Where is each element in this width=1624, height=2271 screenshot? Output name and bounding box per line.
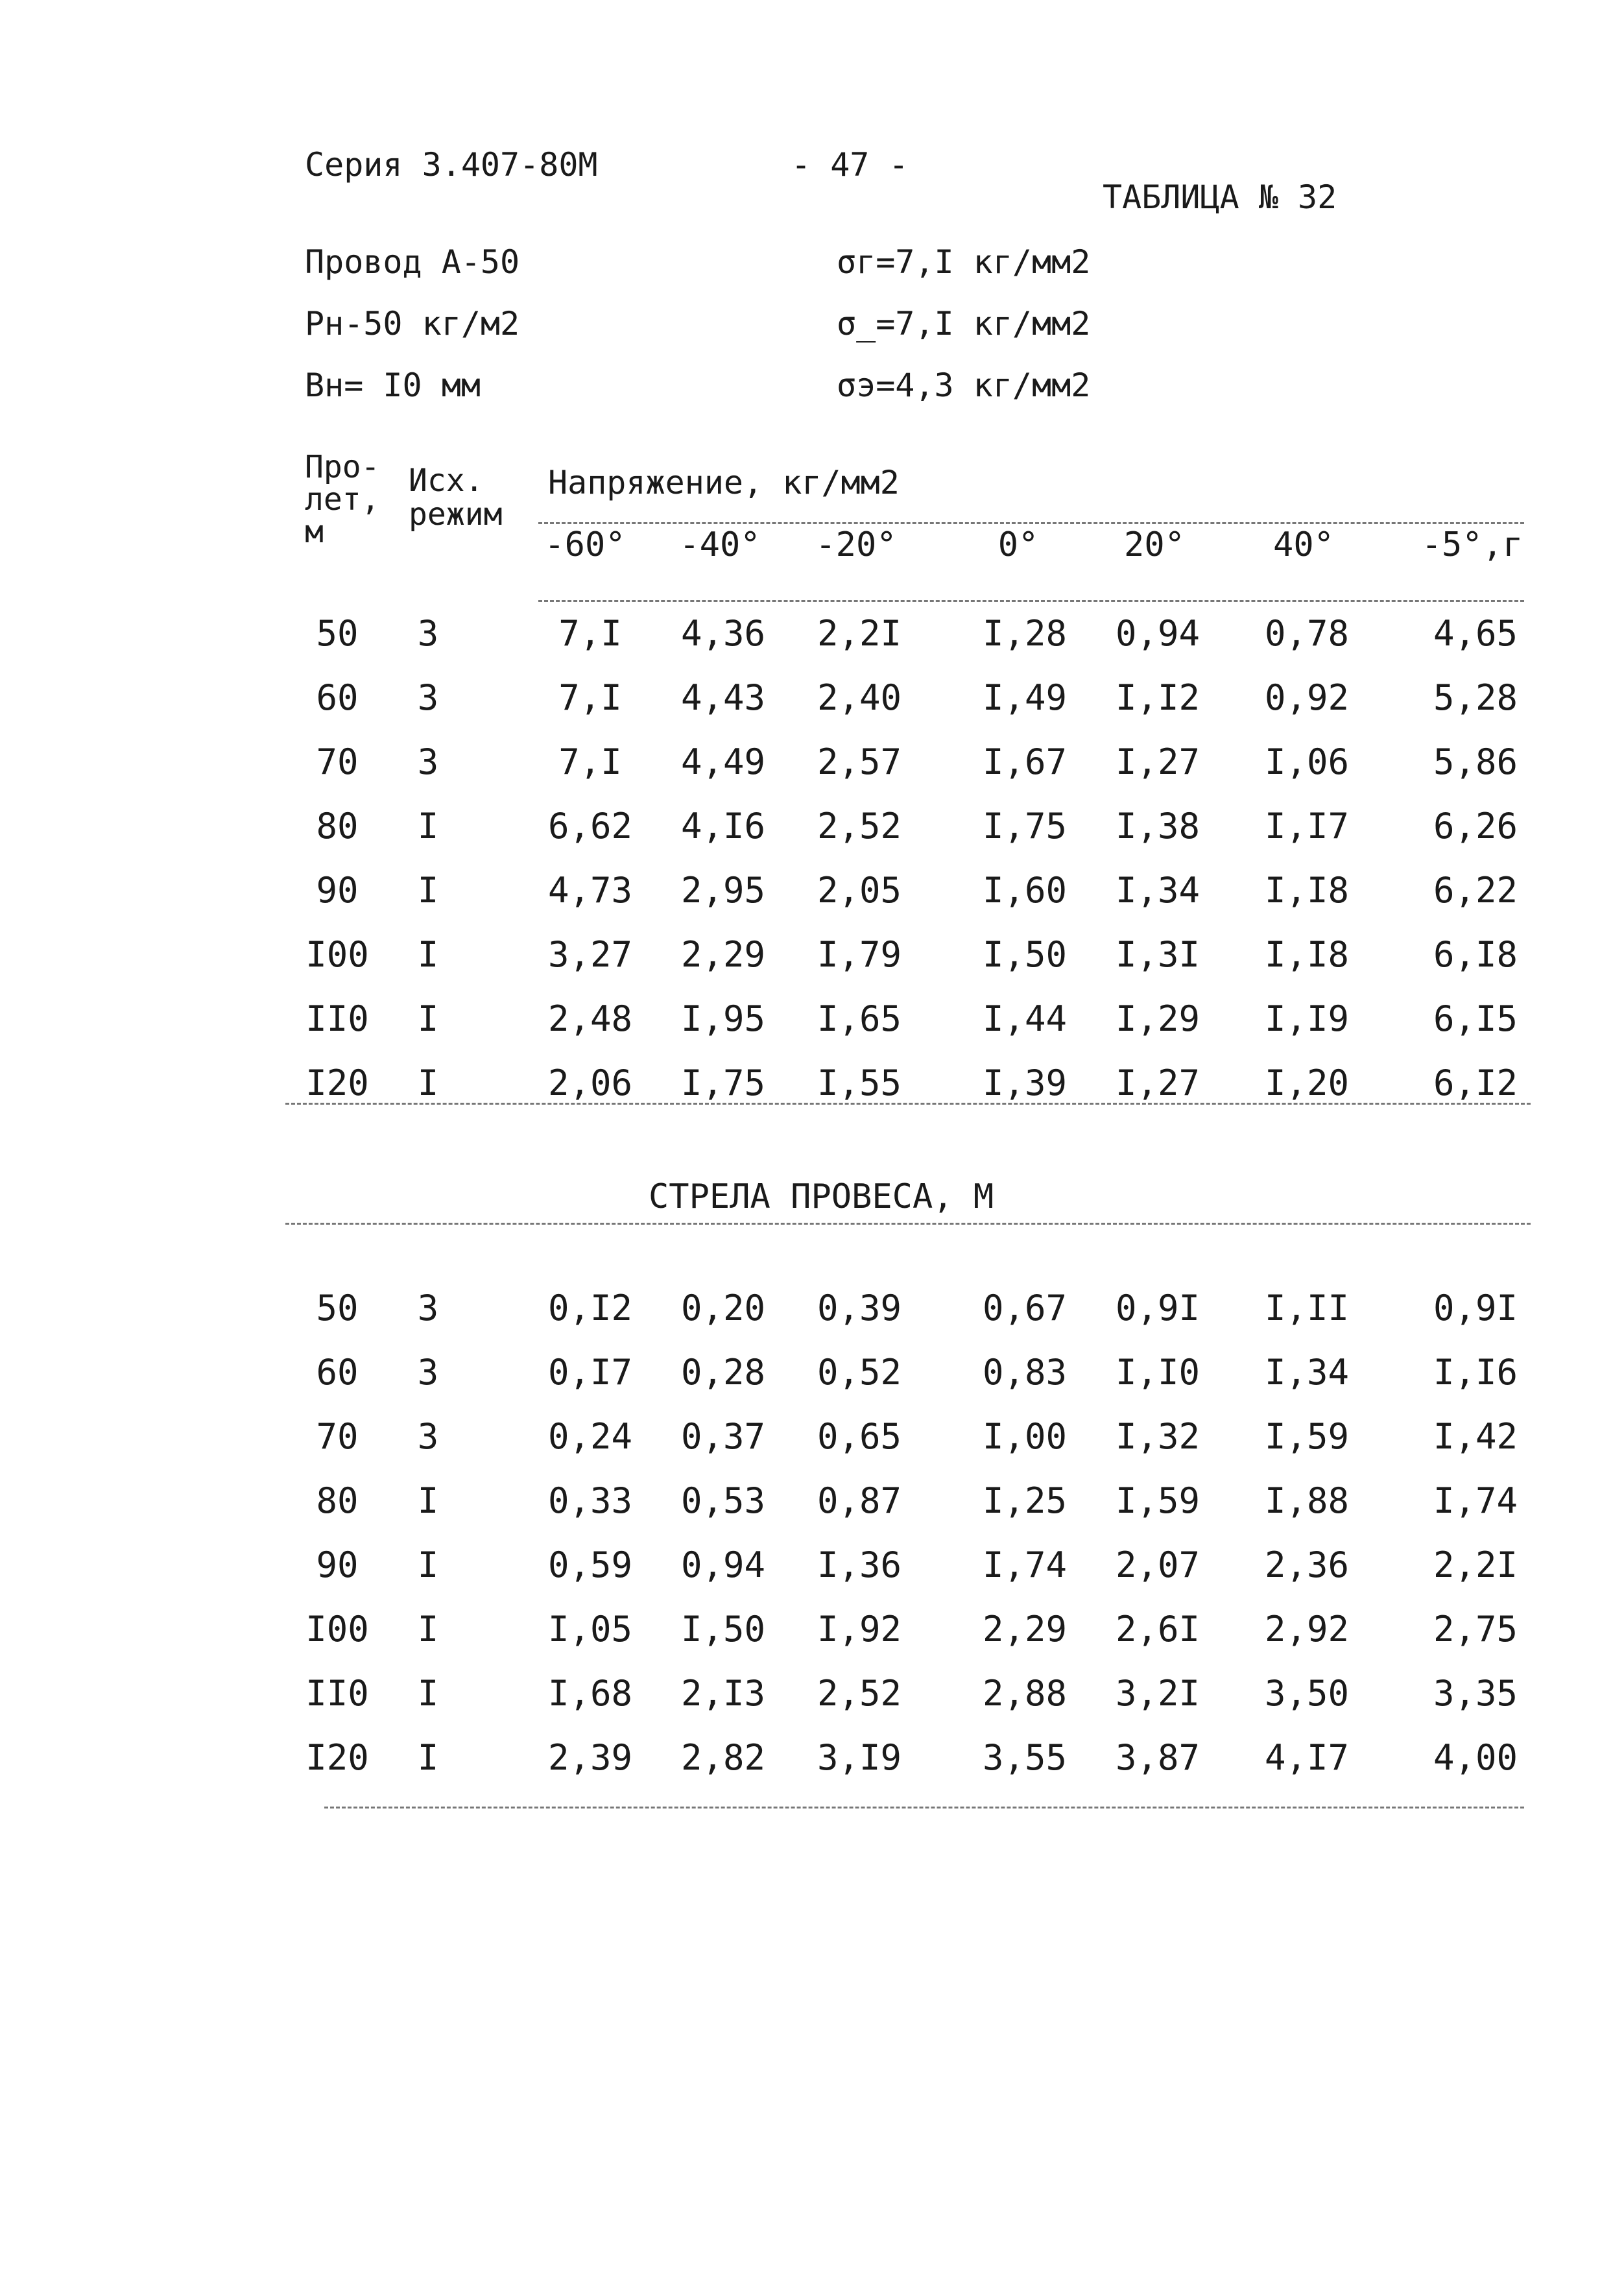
sag-title-rule: [285, 1223, 1531, 1225]
param-stress-op: σэ=4,3 кг/мм2: [837, 366, 1091, 404]
col-temp-minus5-ice: -5°,г: [1421, 525, 1523, 564]
stress-mode-4: I: [417, 870, 439, 911]
stress-cell-4-6: 6,22: [1433, 870, 1518, 911]
stress-cell-5-4: I,3I: [1115, 934, 1200, 975]
stress-cell-7-4: I,27: [1115, 1063, 1200, 1103]
sag-cell-3-2: 0,87: [817, 1480, 902, 1521]
header-divider: [538, 522, 1524, 524]
sag-cell-0-1: 0,20: [680, 1288, 766, 1328]
sag-cell-5-4: 2,6I: [1115, 1609, 1200, 1650]
sag-cell-6-6: 3,35: [1433, 1673, 1518, 1714]
stress-cell-5-6: 6,I8: [1433, 934, 1518, 975]
stress-cell-0-5: 0,78: [1264, 613, 1350, 654]
sag-cell-0-2: 0,39: [817, 1288, 902, 1328]
sag-mode-5: I: [417, 1609, 439, 1650]
stress-cell-5-3: I,50: [982, 934, 1068, 975]
stress-span-6: II0: [305, 998, 369, 1039]
param-wind-pressure: Рн-50 кг/м2: [305, 305, 520, 342]
sag-cell-7-3: 3,55: [982, 1737, 1068, 1778]
sag-cell-2-3: I,00: [982, 1416, 1068, 1457]
stress-cell-2-3: I,67: [982, 741, 1068, 782]
sag-cell-6-1: 2,I3: [680, 1673, 766, 1714]
sag-cell-4-6: 2,2I: [1433, 1544, 1518, 1585]
stress-span-3: 80: [316, 806, 359, 847]
sag-cell-5-6: 2,75: [1433, 1609, 1518, 1650]
sag-cell-7-1: 2,82: [680, 1737, 766, 1778]
param-wire: Провод А-50: [305, 243, 520, 281]
stress-cell-2-6: 5,86: [1433, 741, 1518, 782]
stress-cell-0-1: 4,36: [680, 613, 766, 654]
stress-mode-3: I: [417, 806, 439, 847]
sag-span-2: 70: [316, 1416, 359, 1457]
sag-title: СТРЕЛА ПРОВЕСА, М: [649, 1177, 994, 1216]
sag-cell-7-5: 4,I7: [1264, 1737, 1350, 1778]
sag-mode-7: I: [417, 1737, 439, 1778]
sag-cell-3-0: 0,33: [547, 1480, 633, 1521]
sag-cell-4-2: I,36: [817, 1544, 902, 1585]
param-stress-ice: σг=7,I кг/мм2: [837, 243, 1091, 281]
stress-cell-5-5: I,I8: [1264, 934, 1350, 975]
col-temp-minus40: -40°: [679, 525, 761, 564]
sag-mode-6: I: [417, 1673, 439, 1714]
sag-mode-1: 3: [417, 1352, 439, 1393]
stress-cell-4-5: I,I8: [1264, 870, 1350, 911]
stress-cell-0-6: 4,65: [1433, 613, 1518, 654]
sag-cell-5-2: I,92: [817, 1609, 902, 1650]
stress-mode-5: I: [417, 934, 439, 975]
stress-table-bottom-rule: [285, 1103, 1531, 1105]
param-ice-thickness: Вн= I0 мм: [305, 366, 481, 404]
stress-cell-6-0: 2,48: [547, 998, 633, 1039]
sag-cell-6-2: 2,52: [817, 1673, 902, 1714]
sag-cell-2-4: I,32: [1115, 1416, 1200, 1457]
sag-cell-4-4: 2,07: [1115, 1544, 1200, 1585]
sag-cell-2-0: 0,24: [547, 1416, 633, 1457]
stress-cell-3-1: 4,I6: [680, 806, 766, 847]
sag-cell-1-2: 0,52: [817, 1352, 902, 1393]
stress-cell-1-6: 5,28: [1433, 677, 1518, 718]
stress-cell-0-4: 0,94: [1115, 613, 1200, 654]
stress-cell-7-0: 2,06: [547, 1063, 633, 1103]
stress-cell-3-6: 6,26: [1433, 806, 1518, 847]
sag-mode-0: 3: [417, 1288, 439, 1328]
stress-cell-3-5: I,I7: [1264, 806, 1350, 847]
col-temp-0: 0°: [997, 525, 1039, 564]
stress-cell-3-2: 2,52: [817, 806, 902, 847]
sag-cell-2-1: 0,37: [680, 1416, 766, 1457]
header-bottom-rule: [538, 600, 1524, 602]
stress-cell-5-2: I,79: [817, 934, 902, 975]
sag-mode-4: I: [417, 1544, 439, 1585]
series-label: Серия 3.407-80М: [305, 146, 598, 184]
sag-cell-5-5: 2,92: [1264, 1609, 1350, 1650]
sag-span-5: I00: [305, 1609, 369, 1650]
sag-cell-4-3: I,74: [982, 1544, 1068, 1585]
sag-span-6: II0: [305, 1673, 369, 1714]
stress-cell-6-6: 6,I5: [1433, 998, 1518, 1039]
sag-cell-3-1: 0,53: [680, 1480, 766, 1521]
stress-cell-4-1: 2,95: [680, 870, 766, 911]
stress-cell-4-4: I,34: [1115, 870, 1200, 911]
col-temp-20: 20°: [1124, 525, 1185, 564]
sag-table-bottom-rule: [324, 1807, 1524, 1808]
sag-cell-6-5: 3,50: [1264, 1673, 1350, 1714]
col-temp-minus60: -60°: [544, 525, 626, 564]
param-stress-min: σ_=7,I кг/мм2: [837, 305, 1091, 342]
sag-cell-6-4: 3,2I: [1115, 1673, 1200, 1714]
sag-span-0: 50: [316, 1288, 359, 1328]
stress-cell-0-0: 7,I: [558, 613, 622, 654]
sag-span-3: 80: [316, 1480, 359, 1521]
stress-cell-3-0: 6,62: [547, 806, 633, 847]
sag-cell-7-6: 4,00: [1433, 1737, 1518, 1778]
sag-cell-0-3: 0,67: [982, 1288, 1068, 1328]
stress-cell-0-2: 2,2I: [817, 613, 902, 654]
stress-span-4: 90: [316, 870, 359, 911]
stress-cell-3-4: I,38: [1115, 806, 1200, 847]
stress-cell-2-5: I,06: [1264, 741, 1350, 782]
stress-span-5: I00: [305, 934, 369, 975]
stress-mode-0: 3: [417, 613, 439, 654]
stress-cell-2-0: 7,I: [558, 741, 622, 782]
stress-cell-7-1: I,75: [680, 1063, 766, 1103]
stress-cell-1-2: 2,40: [817, 677, 902, 718]
sag-cell-0-5: I,II: [1264, 1288, 1350, 1328]
stress-mode-1: 3: [417, 677, 439, 718]
stress-cell-4-2: 2,05: [817, 870, 902, 911]
sag-cell-7-2: 3,I9: [817, 1737, 902, 1778]
sag-cell-0-6: 0,9I: [1433, 1288, 1518, 1328]
stress-cell-0-3: I,28: [982, 613, 1068, 654]
stress-cell-1-3: I,49: [982, 677, 1068, 718]
stress-cell-1-4: I,I2: [1115, 677, 1200, 718]
sag-cell-1-1: 0,28: [680, 1352, 766, 1393]
stress-span-0: 50: [316, 613, 359, 654]
sag-cell-5-3: 2,29: [982, 1609, 1068, 1650]
stress-mode-2: 3: [417, 741, 439, 782]
sag-cell-1-5: I,34: [1264, 1352, 1350, 1393]
table-title: ТАБЛИЦА № 32: [1103, 178, 1337, 216]
sag-cell-5-0: I,05: [547, 1609, 633, 1650]
stress-cell-5-1: 2,29: [680, 934, 766, 975]
stress-span-1: 60: [316, 677, 359, 718]
stress-cell-3-3: I,75: [982, 806, 1068, 847]
sag-span-7: I20: [305, 1737, 369, 1778]
stress-mode-6: I: [417, 998, 439, 1039]
sag-cell-7-4: 3,87: [1115, 1737, 1200, 1778]
stress-cell-7-2: I,55: [817, 1063, 902, 1103]
sag-cell-4-5: 2,36: [1264, 1544, 1350, 1585]
sag-mode-3: I: [417, 1480, 439, 1521]
sag-cell-6-3: 2,88: [982, 1673, 1068, 1714]
sag-cell-4-1: 0,94: [680, 1544, 766, 1585]
stress-cell-1-1: 4,43: [680, 677, 766, 718]
sag-cell-3-3: I,25: [982, 1480, 1068, 1521]
sag-cell-1-0: 0,I7: [547, 1352, 633, 1393]
sag-cell-7-0: 2,39: [547, 1737, 633, 1778]
stress-cell-2-2: 2,57: [817, 741, 902, 782]
stress-span-7: I20: [305, 1063, 369, 1103]
sag-span-1: 60: [316, 1352, 359, 1393]
stress-cell-6-5: I,I9: [1264, 998, 1350, 1039]
stress-cell-6-3: I,44: [982, 998, 1068, 1039]
sag-cell-5-1: I,50: [680, 1609, 766, 1650]
stress-cell-1-5: 0,92: [1264, 677, 1350, 718]
sag-cell-2-5: I,59: [1264, 1416, 1350, 1457]
stress-cell-2-4: I,27: [1115, 741, 1200, 782]
sag-cell-1-4: I,I0: [1115, 1352, 1200, 1393]
stress-span-2: 70: [316, 741, 359, 782]
col-mode-header: Исх. режим: [409, 463, 503, 533]
sag-cell-2-2: 0,65: [817, 1416, 902, 1457]
sag-cell-2-6: I,42: [1433, 1416, 1518, 1457]
stress-cell-5-0: 3,27: [547, 934, 633, 975]
sag-mode-2: 3: [417, 1416, 439, 1457]
stress-cell-2-1: 4,49: [680, 741, 766, 782]
stress-cell-7-3: I,39: [982, 1063, 1068, 1103]
sag-cell-3-5: I,88: [1264, 1480, 1350, 1521]
col-temp-40: 40°: [1273, 525, 1334, 564]
stress-cell-7-5: I,20: [1264, 1063, 1350, 1103]
stress-mode-7: I: [417, 1063, 439, 1103]
sag-cell-0-4: 0,9I: [1115, 1288, 1200, 1328]
stress-cell-4-3: I,60: [982, 870, 1068, 911]
stress-cell-6-4: I,29: [1115, 998, 1200, 1039]
sag-cell-3-6: I,74: [1433, 1480, 1518, 1521]
col-temp-minus20: -20°: [815, 525, 897, 564]
sag-cell-4-0: 0,59: [547, 1544, 633, 1585]
col-span-header: Про- лет, м: [305, 449, 380, 550]
stress-cell-6-1: I,95: [680, 998, 766, 1039]
stress-cell-1-0: 7,I: [558, 677, 622, 718]
page-number: - 47 -: [791, 146, 909, 184]
stress-group-header: Напряжение, кг/мм2: [548, 464, 900, 501]
stress-cell-7-6: 6,I2: [1433, 1063, 1518, 1103]
sag-cell-1-3: 0,83: [982, 1352, 1068, 1393]
sag-cell-1-6: I,I6: [1433, 1352, 1518, 1393]
stress-cell-6-2: I,65: [817, 998, 902, 1039]
sag-cell-3-4: I,59: [1115, 1480, 1200, 1521]
sag-cell-6-0: I,68: [547, 1673, 633, 1714]
sag-cell-0-0: 0,I2: [547, 1288, 633, 1328]
stress-cell-4-0: 4,73: [547, 870, 633, 911]
sag-span-4: 90: [316, 1544, 359, 1585]
